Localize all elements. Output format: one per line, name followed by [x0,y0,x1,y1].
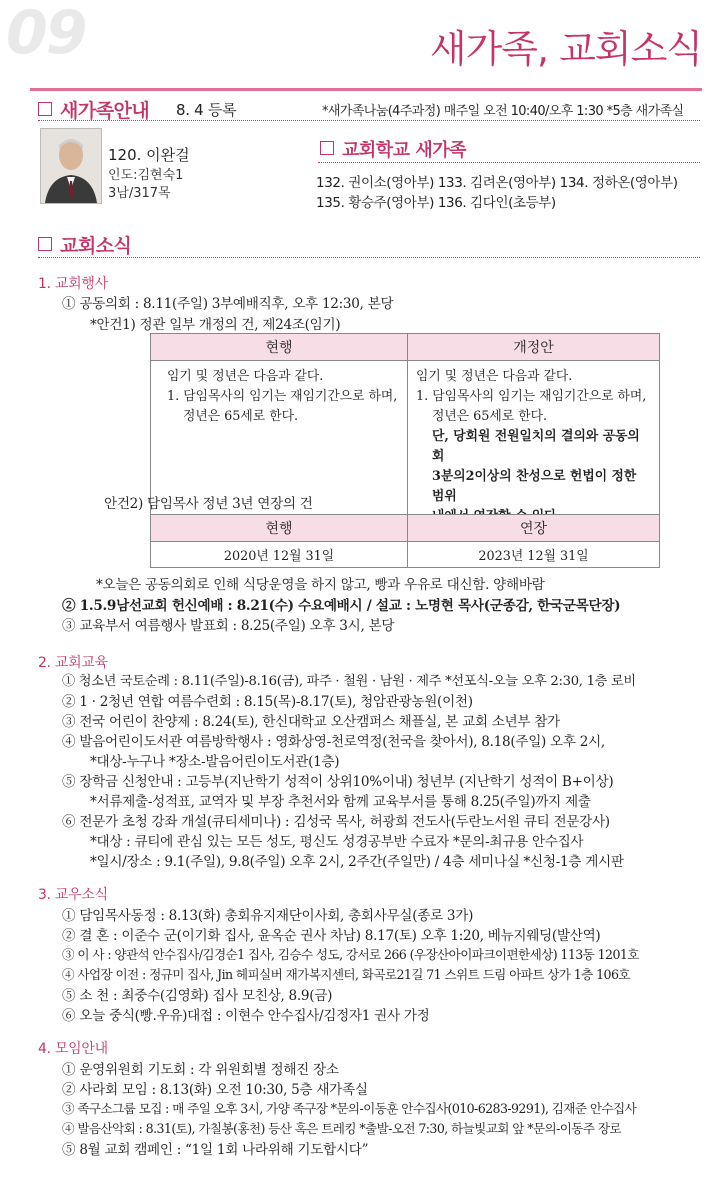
news-item: ① 운영위원회 기도회 : 각 위원회별 정해진 장소 [62,1062,339,1078]
news-item: ③ 이 사 : 양관석 안수집사/김경순1 집사, 김승수 성도, 강서로 266 (우장산아이파크이편한세상) 113동 1201호 [62,947,639,962]
dotted-divider [38,257,700,258]
retirement-extension-table [150,514,660,568]
news-note: *일시/장소 : 9.1(주일), 9.8(주일) 오후 2시, 2주간(주일만) / 4층 세미나실 *신청-1층 게시판 [90,854,624,870]
dotted-divider [38,120,700,121]
table-cell-current: 임기 및 정년은 다음과 같다. 1. 담임목사의 임기는 재임기간으로 하며, 정년은 65세로 한다. [151,361,408,534]
member-photo [40,128,102,204]
news-item: ⑥ 오늘 중식(빵.우유)대접 : 이현수 안수집사/김정자1 권사 가정 [62,1008,430,1024]
page-title: 새가족, 교회소식 [429,27,702,71]
table-header-amendment: 개정안 [408,334,660,361]
table-header-extension: 연장 [408,515,660,542]
table-cell-current: 2020년 12월 31일 [151,542,408,568]
news-note: 안건2) 담임목사 정년 3년 연장의 건 [104,496,313,512]
news-item: ⑤ 소 천 : 최중수(김영화) 집사 모친상, 8.9(금) [62,988,333,1004]
table-header-current: 현행 [151,334,408,361]
new-family-notice: *새가족나눔(4주과정) 매주일 오전 10:40/오후 1:30 *5층 새가족실 [322,104,684,119]
section-title-education: 2. 교회교육 [38,655,108,671]
school-new-family-line1: 132. 권이소(영아부) 133. 김려온(영아부) 134. 정하온(영아부) [316,175,678,191]
news-item: ④ 사업장 이전 : 정규미 집사, Jin 헤피실버 재가복지센터, 화곡로21길 71 스위트 드림 아파트 상가 1층 106호 [62,967,630,982]
registration-date: 8. 4 등록 [176,101,237,119]
member-district: 3남/317목 [108,186,171,201]
church-news-heading: 교회소식 [38,231,131,258]
checkbox-square-icon [320,141,334,155]
news-item: ③ 족구소그룹 모집 : 매 주일 오후 3시, 가양 족구장 *문의-이동훈 안수집사(010-6283-9291), 김재준 안수집사 [62,1101,637,1116]
news-item: ④ 발음산악회 : 8.31(토), 가칠봉(홍천) 등산 혹은 트레킹 *출발-오전 7:30, 하늘빛교회 앞 *문의-이동주 장로 [62,1121,621,1136]
news-item: ② 1 · 2청년 연합 여름수련회 : 8.15(목)-8.17(토), 청암관광농원(이천) [62,694,473,710]
news-item: ① 공동의회 : 8.11(주일) 3부예배직후, 오후 12:30, 본당 [62,296,394,312]
checkbox-square-icon [38,237,52,251]
news-item: ③ 전국 어린이 찬양제 : 8.24(토), 한신대학교 오산캠퍼스 채플실, 본 교회 소년부 참가 [62,714,560,730]
checkbox-square-icon [38,102,52,116]
news-item: ② 사라회 모임 : 8.13(화) 오전 10:30, 5층 새가족실 [62,1082,368,1098]
news-note: *오늘은 공동의회로 인해 식당운영을 하지 않고, 빵과 우유로 대신함. 양해바람 [96,577,545,593]
news-item: ② 1.5.9남선교회 헌신예배 : 8.21(수) 수요예배시 / 설교 : 노명현 목사(군종감, 한국군목단장) [62,598,621,614]
news-item: ① 청소년 국토순례 : 8.11(주일)-8.16(금), 파주 · 철원 · 남원 · 제주 *선포식-오늘 오후 2:30, 1층 로비 [62,674,636,689]
person-portrait-icon [41,129,101,203]
new-family-heading: 새가족안내 [38,96,149,123]
news-item: ③ 교육부서 여름행사 발표회 : 8.25(주일) 오후 3시, 본당 [62,618,395,634]
news-note: *대상-누구나 *장소-발음어린이도서관(1층) [90,754,340,770]
section-title-member-news: 3. 교우소식 [38,887,108,903]
section-title-meetings: 4. 모임안내 [38,1041,108,1057]
table-header-current: 현행 [151,515,408,542]
news-item: ⑤ 장학금 신청안내 : 고등부(지난학기 성적이 상위10%이내) 청년부 (지난학기 성적이 B+이상) [62,774,614,790]
news-note: *안건1) 정관 일부 개정의 건, 제24조(임기) [90,317,341,333]
member-guide: 인도:김현숙1 [108,168,184,183]
news-note: *서류제출-성적표, 교역자 및 부장 추천서와 함께 교육부서를 통해 8.25(주일)까지 제출 [90,794,591,810]
section-title-events: 1. 교회행사 [38,276,108,292]
news-item: ② 결 혼 : 이준수 군(이기화 집사, 윤옥순 권사 차남) 8.17(토) 오후 1:20, 베뉴지웨딩(발산역) [62,928,601,944]
news-item: ④ 발음어린이도서관 여름방학행사 : 영화상영-천로역정(천국을 찾아서), 8.18(주일) 오후 2시, [62,734,605,750]
school-new-family-line2: 135. 황승주(영아부) 136. 김다인(초등부) [316,195,556,211]
school-new-family-heading: 교회학교 새가족 [320,136,466,162]
member-name: 120. 이완걸 [108,146,190,164]
news-item: ① 담임목사동정 : 8.13(화) 총회유지재단이사회, 총회사무실(종로 3가) [62,908,474,924]
heading-underline [318,162,700,163]
news-item: ⑤ 8월 교회 캠페인 : “1일 1회 나라위해 기도합시다” [62,1142,369,1158]
table-cell-amendment: 임기 및 정년은 다음과 같다. 1. 담임목사의 임기는 재임기간으로 하며, 정년은 65세로 한다. 단, 당회원 전원일치의 결의와 공동의회 3분의2이상의 찬성으로 헌법이 정한 범위 [408,361,660,534]
news-note: *대상 : 큐티에 관심 있는 모든 성도, 평신도 성경공부반 수료자 *문의-최규용 안수집사 [90,834,584,850]
table-cell-extension: 2023년 12월 31일 [408,542,660,568]
page-number: 09 [6,0,86,68]
news-item: ⑥ 전문가 초청 강좌 개설(큐티세미나) : 김성국 목사, 허광희 전도사(두란노서원 큐티 전문강사) [62,814,610,830]
header-divider [30,88,702,91]
